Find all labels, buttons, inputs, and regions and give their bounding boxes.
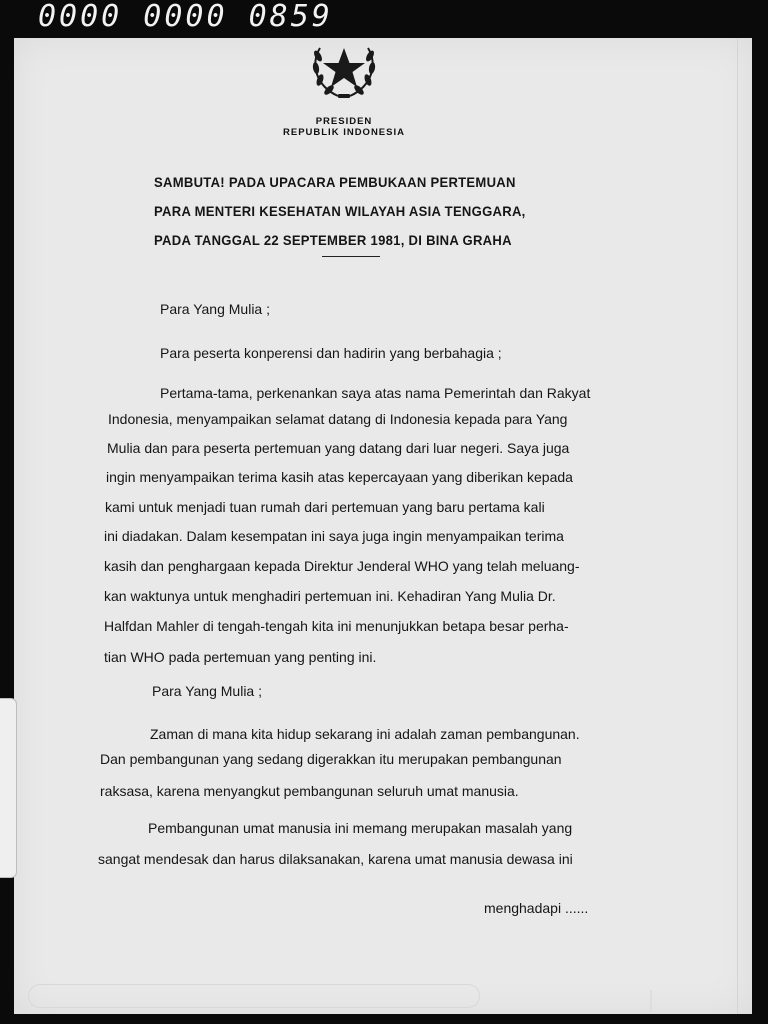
body-line: kasih dan penghargaan kepada Direktur Jenderal WHO yang telah meluang- — [104, 558, 580, 574]
body-line: raksasa, karena menyangkut pembangunan seluruh umat manusia. — [100, 783, 519, 799]
office-line-2: REPUBLIK INDONESIA — [283, 127, 405, 138]
body-line: sangat mendesak dan harus dilaksanakan, karena umat manusia dewasa ini — [98, 851, 573, 867]
microfilm-frame-number: 0000 0000 0859 — [38, 0, 333, 34]
body-line: Halfdan Mahler di tengah-tengah kita ini menunjukkan betapa besar perha- — [104, 618, 569, 634]
body-line: Mulia dan para peserta pertemuan yang datang dari luar negeri. Saya juga — [107, 440, 570, 456]
body-line: ingin menyampaikan terima kasih atas kepercayaan yang diberikan kepada — [106, 469, 573, 485]
body-line: ini diadakan. Dalam kesempatan ini saya juga ingin menyampaikan terima — [104, 528, 564, 544]
title-line-2: PARA MENTERI KESEHATAN WILAYAH ASIA TENGGARA, — [154, 203, 526, 219]
body-line: kami untuk menjadi tuan rumah dari pertemuan yang baru pertama kali — [105, 499, 545, 515]
title-line-1: SAMBUTA! PADA UPACARA PEMBUKAAN PERTEMUAN — [154, 174, 516, 190]
body-line-continuation: menghadapi ...... — [484, 900, 589, 916]
film-smudge — [28, 984, 480, 1008]
faint-corner-mark — [650, 990, 722, 1012]
body-line: Para peserta konperensi dan hadirin yang berbahagia ; — [160, 345, 502, 361]
title-line-3: PADA TANGGAL 22 SEPTEMBER 1981, DI BINA GRAHA — [154, 232, 512, 248]
body-line: tian WHO pada pertemuan yang penting ini. — [104, 649, 377, 665]
body-line: Dan pembangunan yang sedang digerakkan itu merupakan pembangunan — [100, 751, 562, 767]
body-line: Pertama-tama, perkenankan saya atas nama Pemerintah dan Rakyat — [160, 385, 591, 401]
document-page — [14, 38, 752, 1014]
film-edge-mark — [0, 698, 17, 878]
office-line-1: PRESIDEN — [315, 116, 373, 127]
body-line: Para Yang Mulia ; — [160, 301, 270, 317]
body-line: kan waktunya untuk menghadiri pertemuan ini. Kehadiran Yang Mulia Dr. — [104, 588, 556, 604]
body-line: Zaman di mana kita hidup sekarang ini adalah zaman pembangunan. — [150, 726, 580, 742]
body-line: Para Yang Mulia ; — [152, 683, 262, 699]
body-line: Indonesia, menyampaikan selamat datang di Indonesia kepada para Yang — [108, 411, 568, 427]
body-line: Pembangunan umat manusia ini memang merupakan masalah yang — [148, 820, 573, 836]
speech-body — [14, 38, 752, 1014]
